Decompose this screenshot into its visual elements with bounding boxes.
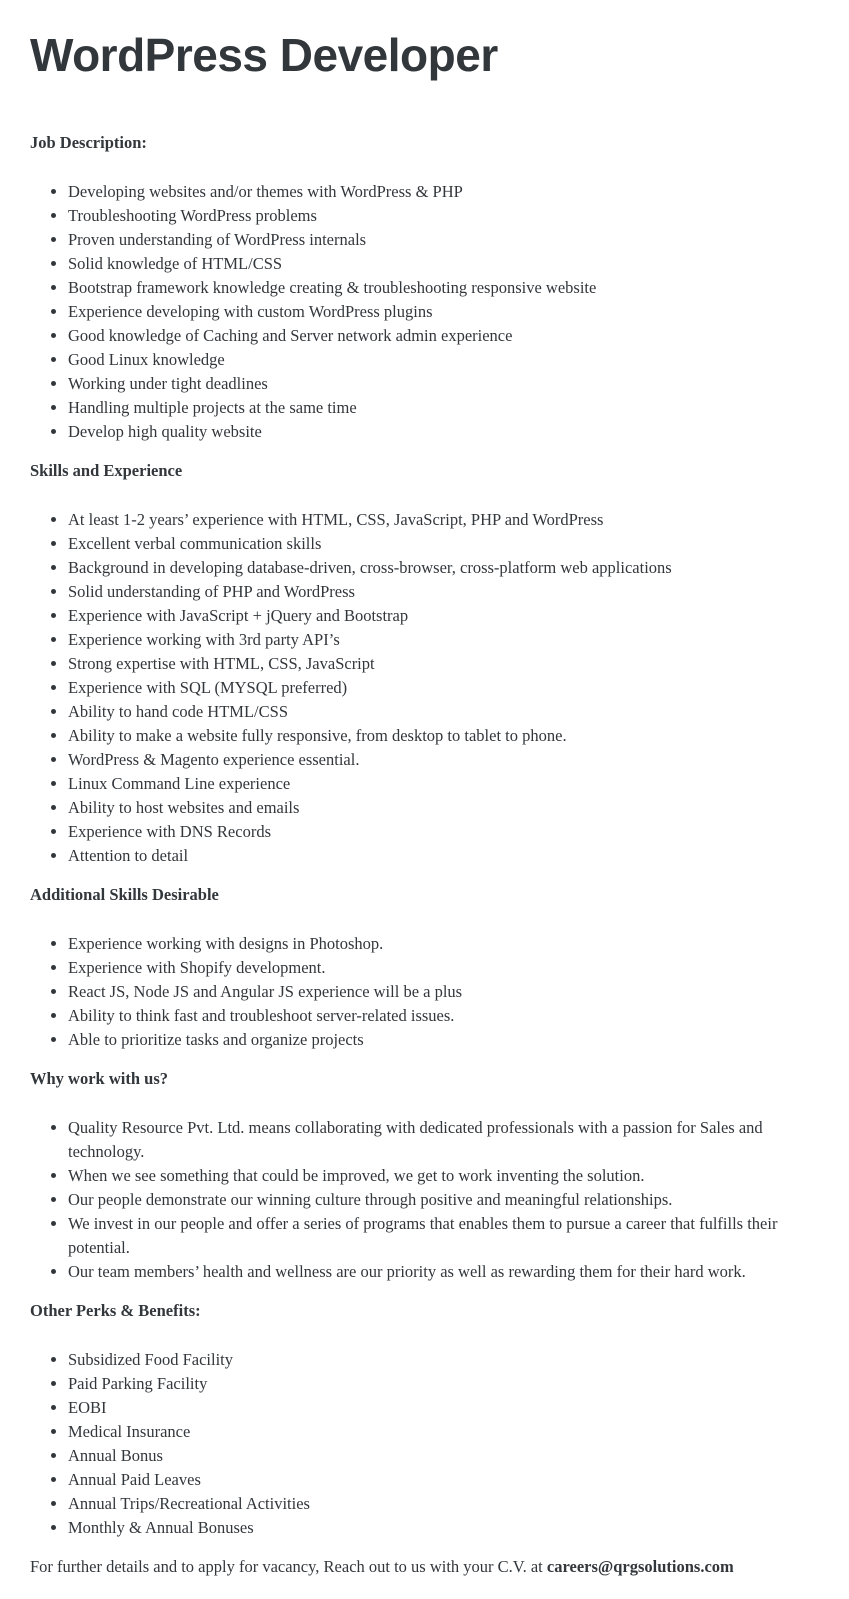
- list-item: • Ability to host websites and emails: [68, 796, 821, 820]
- list-item: • EOBI: [68, 1396, 821, 1420]
- page-title: WordPress Developer: [30, 29, 498, 81]
- section-list-why-work-with-us: [30, 1116, 821, 1284]
- section-list-job-description: [30, 180, 821, 444]
- footer-apply-line: [30, 1555, 821, 1579]
- list-item: • Handling multiple projects at the same time: [68, 396, 821, 420]
- list-item: • Solid knowledge of HTML/CSS: [68, 252, 821, 276]
- list-item: • Experience with Shopify development.: [68, 956, 821, 980]
- section-heading-additional-skills-desirable: Additional Skills Desirable: [30, 885, 219, 904]
- list-item: • Develop high quality website: [68, 420, 821, 444]
- list-item: • Experience working with 3rd party API’s: [68, 628, 821, 652]
- list-item: • When we see something that could be improved, we get to work inventing the solution.: [68, 1164, 821, 1188]
- list-item: • Excellent verbal communication skills: [68, 532, 821, 556]
- list-item: • Troubleshooting WordPress problems: [68, 204, 821, 228]
- section-heading-other-perks-benefits: Other Perks & Benefits:: [30, 1301, 201, 1320]
- list-item: • Our people demonstrate our winning culture through positive and meaningful relationships.: [68, 1188, 821, 1212]
- footer-text: For further details and to apply for vacancy, Reach out to us with your C.V. at: [30, 1557, 547, 1576]
- section-heading-skills-and-experience: Skills and Experience: [30, 461, 183, 480]
- sections: [30, 131, 821, 1540]
- list-item: • Experience with DNS Records: [68, 820, 821, 844]
- list-item: • Subsidized Food Facility: [68, 1348, 821, 1372]
- list-item: • Solid understanding of PHP and WordPress: [68, 580, 821, 604]
- list-item: • Linux Command Line experience: [68, 772, 821, 796]
- section-other-perks-benefits: [30, 1299, 821, 1323]
- section-list-other-perks-benefits: [30, 1348, 821, 1540]
- list-item: • Bootstrap framework knowledge creating & troubleshooting responsive website: [68, 276, 821, 300]
- list-item: • Proven understanding of WordPress internals: [68, 228, 821, 252]
- section-list-additional-skills-desirable: [30, 932, 821, 1052]
- section-skills-and-experience: [30, 459, 821, 483]
- list-item: • Attention to detail: [68, 844, 821, 868]
- list-item: • React JS, Node JS and Angular JS experience will be a plus: [68, 980, 821, 1004]
- list-item: • Able to prioritize tasks and organize projects: [68, 1028, 821, 1052]
- list-item: • Good knowledge of Caching and Server network admin experience: [68, 324, 821, 348]
- list-item: • Ability to make a website fully responsive, from desktop to tablet to phone.: [68, 724, 821, 748]
- list-item: • Annual Trips/Recreational Activities: [68, 1492, 821, 1516]
- list-item: • WordPress & Magento experience essential.: [68, 748, 821, 772]
- list-item: • Ability to hand code HTML/CSS: [68, 700, 821, 724]
- list-item: • Medical Insurance: [68, 1420, 821, 1444]
- section-additional-skills-desirable: [30, 883, 821, 907]
- list-item: • Good Linux knowledge: [68, 348, 821, 372]
- list-item: • Developing websites and/or themes with WordPress & PHP: [68, 180, 821, 204]
- section-heading-job-description: Job Description:: [30, 133, 147, 152]
- list-item: • Monthly & Annual Bonuses: [68, 1516, 821, 1540]
- list-item: • Experience working with designs in Photoshop.: [68, 932, 821, 956]
- list-item: • Our team members’ health and wellness are our priority as well as rewarding them for their hard work.: [68, 1260, 821, 1284]
- list-item: • Experience with JavaScript + jQuery and Bootstrap: [68, 604, 821, 628]
- list-item: • Experience with SQL (MYSQL preferred): [68, 676, 821, 700]
- list-item: • Experience developing with custom WordPress plugins: [68, 300, 821, 324]
- list-item: • Working under tight deadlines: [68, 372, 821, 396]
- list-item: • Annual Paid Leaves: [68, 1468, 821, 1492]
- list-item: • Paid Parking Facility: [68, 1372, 821, 1396]
- list-item: • Annual Bonus: [68, 1444, 821, 1468]
- list-item: • At least 1-2 years’ experience with HTML, CSS, JavaScript, PHP and WordPress: [68, 508, 821, 532]
- list-item: • Ability to think fast and troubleshoot server-related issues.: [68, 1004, 821, 1028]
- section-heading-why-work-with-us: Why work with us?: [30, 1069, 168, 1088]
- section-list-skills-and-experience: [30, 508, 821, 868]
- list-item: • Quality Resource Pvt. Ltd. means collaborating with dedicated professionals with a passion for Sales and technology.: [68, 1116, 821, 1164]
- email-link[interactable]: careers@qrgsolutions.com: [546, 1557, 734, 1576]
- section-why-work-with-us: [30, 1067, 821, 1091]
- list-item: • Background in developing database-driven, cross-browser, cross-platform web applications: [68, 556, 821, 580]
- list-item: • We invest in our people and offer a series of programs that enables them to pursue a career that fulfills their potential.: [68, 1212, 821, 1260]
- list-item: • Strong expertise with HTML, CSS, JavaScript: [68, 652, 821, 676]
- section-job-description: [30, 131, 821, 155]
